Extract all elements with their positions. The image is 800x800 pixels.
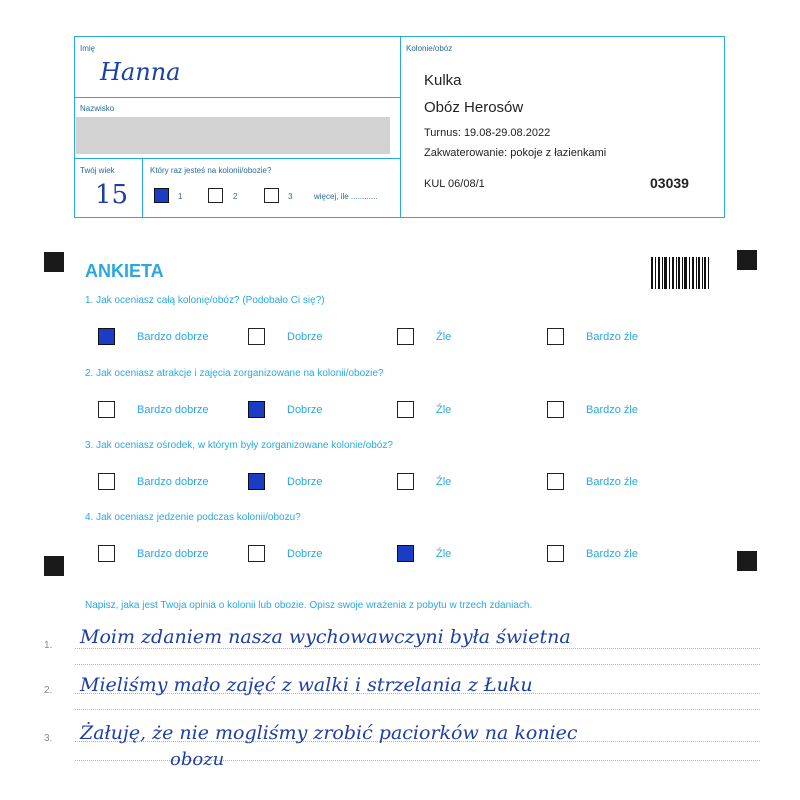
times-checkbox-3[interactable] — [264, 188, 279, 203]
question-1-checkbox-4[interactable] — [547, 328, 564, 345]
question-3-option-4: Bardzo źle — [586, 476, 638, 488]
line-number-1: 1. — [44, 640, 53, 651]
times-label: Który raz jesteś na kolonii/obozie? — [150, 166, 272, 175]
question-4-checkbox-4[interactable] — [547, 545, 564, 562]
age-label: Twój wiek — [80, 166, 115, 175]
name-label: Imię — [80, 44, 96, 53]
question-2-text: 2. Jak oceniasz atrakcje i zajęcia zorganizowane na kolonii/obozie? — [85, 368, 384, 379]
question-4-text: 4. Jak oceniasz jedzenie podczas kolonii/obozu? — [85, 512, 301, 523]
opinion-line-3-cont[interactable]: obozu — [170, 749, 225, 770]
line-number-3: 3. — [44, 733, 53, 744]
question-3-option-2: Dobrze — [287, 476, 323, 488]
times-option-3: 3 — [288, 192, 293, 201]
question-4-option-3: Źle — [436, 548, 452, 560]
opinion-line-2[interactable]: Mieliśmy mało zajęć z walki i strzelania z Łuku — [80, 674, 533, 696]
question-2-checkbox-4[interactable] — [547, 401, 564, 418]
answer-line-1 — [75, 648, 760, 649]
opinion-prompt: Napisz, jaka jest Twoja opinia o kolonii lub obozie. Opisz swoje wrażenia z pobytu w trzech zdaniach. — [85, 600, 533, 611]
question-2-checkbox-1[interactable] — [98, 401, 115, 418]
times-checkbox-1[interactable] — [154, 188, 169, 203]
question-1-checkbox-3[interactable] — [397, 328, 414, 345]
surname-redaction — [76, 117, 390, 154]
question-1-option-4: Bardzo źle — [586, 331, 638, 343]
question-4-checkbox-3[interactable] — [397, 545, 414, 562]
question-3-checkbox-2[interactable] — [248, 473, 265, 490]
question-3-option-1: Bardzo dobrze — [137, 476, 209, 488]
question-1-checkbox-1[interactable] — [98, 328, 115, 345]
camp-number: 03039 — [650, 175, 689, 191]
question-4-option-2: Dobrze — [287, 548, 323, 560]
header-divider-h1 — [74, 97, 400, 98]
camp-line2: Obóz Herosów — [424, 99, 524, 116]
question-3-checkbox-4[interactable] — [547, 473, 564, 490]
header-divider-age — [142, 158, 143, 218]
question-3-checkbox-1[interactable] — [98, 473, 115, 490]
age-value[interactable]: 15 — [95, 180, 129, 210]
times-option-2: 2 — [233, 192, 238, 201]
registration-marker-mid-left — [44, 556, 64, 576]
opinion-line-1[interactable]: Moim zdaniem nasza wychowawczyni była świetna — [80, 626, 571, 648]
question-1-option-1: Bardzo dobrze — [137, 331, 209, 343]
surname-label: Nazwisko — [80, 104, 115, 113]
answer-line-1b — [75, 664, 760, 665]
survey-title: ANKIETA — [85, 261, 164, 281]
question-2-option-1: Bardzo dobrze — [137, 404, 209, 416]
question-2-option-2: Dobrze — [287, 404, 323, 416]
opinion-line-3[interactable]: Żałuję, że nie mogliśmy zrobić paciorków na koniec — [80, 722, 578, 744]
answer-line-2b — [75, 709, 760, 710]
question-4-checkbox-2[interactable] — [248, 545, 265, 562]
question-2-option-3: Źle — [436, 404, 452, 416]
times-more-label: więcej, ile ............ — [314, 192, 378, 201]
question-4-option-1: Bardzo dobrze — [137, 548, 209, 560]
header-divider-vertical — [400, 36, 401, 218]
accommodation-text: Zakwaterowanie: pokoje z łazienkami — [424, 147, 607, 159]
question-4-checkbox-1[interactable] — [98, 545, 115, 562]
question-1-option-2: Dobrze — [287, 331, 323, 343]
header-divider-h2 — [74, 158, 400, 159]
question-2-checkbox-2[interactable] — [248, 401, 265, 418]
question-1-text: 1. Jak oceniasz całą kolonię/obóz? (Podobało Ci się?) — [85, 295, 325, 306]
question-1-option-3: Źle — [436, 331, 452, 343]
registration-marker-top-right — [737, 250, 757, 270]
camp-label: Kolonie/obóz — [406, 44, 453, 53]
registration-marker-top-left — [44, 252, 64, 272]
camp-code: KUL 06/08/1 — [424, 178, 485, 190]
question-3-checkbox-3[interactable] — [397, 473, 414, 490]
times-option-1: 1 — [178, 192, 183, 201]
line-number-2: 2. — [44, 685, 53, 696]
question-4-option-4: Bardzo źle — [586, 548, 638, 560]
question-1-checkbox-2[interactable] — [248, 328, 265, 345]
registration-marker-mid-right — [737, 551, 757, 571]
barcode — [651, 257, 709, 289]
turnus-text: Turnus: 19.08-29.08.2022 — [424, 127, 551, 139]
question-2-option-4: Bardzo źle — [586, 404, 638, 416]
camp-line1: Kulka — [424, 72, 462, 89]
times-checkbox-2[interactable] — [208, 188, 223, 203]
question-2-checkbox-3[interactable] — [397, 401, 414, 418]
name-value[interactable]: Hanna — [100, 58, 181, 86]
question-3-text: 3. Jak oceniasz ośrodek, w którym były zorganizowane kolonie/obóz? — [85, 440, 393, 451]
question-3-option-3: Źle — [436, 476, 452, 488]
